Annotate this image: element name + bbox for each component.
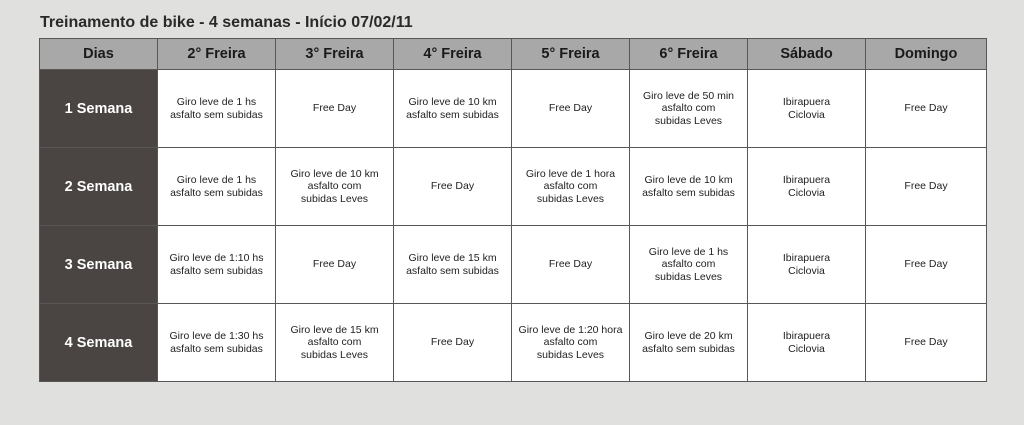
table-cell: Giro leve de 20 km asfalto sem subidas (630, 304, 748, 382)
header-cell-dias: Dias (40, 39, 158, 70)
table-cell: Free Day (512, 70, 630, 148)
table-cell: Giro leve de 10 km asfalto sem subidas (394, 70, 512, 148)
document-title: Treinamento de bike - 4 semanas - Início 07/02/11 (40, 14, 413, 31)
week-label: 3 Semana (40, 226, 158, 304)
table-row (40, 70, 987, 148)
table-cell: Free Day (394, 148, 512, 226)
training-schedule-table (39, 38, 987, 382)
table-cell: Free Day (512, 226, 630, 304)
week-label: 2 Semana (40, 148, 158, 226)
table-cell: Ibirapuera Ciclovia (748, 304, 866, 382)
table-cell: Free Day (276, 70, 394, 148)
table-cell: Free Day (866, 304, 987, 382)
table-row (40, 148, 987, 226)
table-cell: Giro leve de 1 hs asfalto sem subidas (158, 148, 276, 226)
table-cell: Giro leve de 10 km asfalto com subidas Leves (276, 148, 394, 226)
table-cell: Free Day (866, 226, 987, 304)
table-cell: Ibirapuera Ciclovia (748, 148, 866, 226)
header-cell-tuesday: 3° Freira (276, 39, 394, 70)
table-row (40, 304, 987, 382)
header-cell-wednesday: 4° Freira (394, 39, 512, 70)
header-cell-monday: 2° Freira (158, 39, 276, 70)
header-cell-thursday: 5° Freira (512, 39, 630, 70)
header-cell-saturday: Sábado (748, 39, 866, 70)
table-cell: Giro leve de 50 min asfalto com subidas Leves (630, 70, 748, 148)
table-cell: Giro leve de 1 hs asfalto sem subidas (158, 70, 276, 148)
table-cell: Giro leve de 1:20 hora asfalto com subidas Leves (512, 304, 630, 382)
table-cell: Giro leve de 1 hora asfalto com subidas Leves (512, 148, 630, 226)
table-cell: Ibirapuera Ciclovia (748, 226, 866, 304)
table-cell: Giro leve de 1:10 hs asfalto sem subidas (158, 226, 276, 304)
table-cell: Free Day (276, 226, 394, 304)
table-cell: Giro leve de 1:30 hs asfalto sem subidas (158, 304, 276, 382)
header-cell-friday: 6° Freira (630, 39, 748, 70)
table-cell: Giro leve de 10 km asfalto sem subidas (630, 148, 748, 226)
table-cell: Free Day (394, 304, 512, 382)
week-label: 1 Semana (40, 70, 158, 148)
table-row (40, 226, 987, 304)
header-row (40, 39, 987, 70)
table-cell: Giro leve de 15 km asfalto sem subidas (394, 226, 512, 304)
table-cell: Free Day (866, 148, 987, 226)
table-cell: Free Day (866, 70, 987, 148)
table-cell: Giro leve de 1 hs asfalto com subidas Leves (630, 226, 748, 304)
table-cell: Ibirapuera Ciclovia (748, 70, 866, 148)
week-label: 4 Semana (40, 304, 158, 382)
table-cell: Giro leve de 15 km asfalto com subidas Leves (276, 304, 394, 382)
header-cell-sunday: Domingo (866, 39, 987, 70)
